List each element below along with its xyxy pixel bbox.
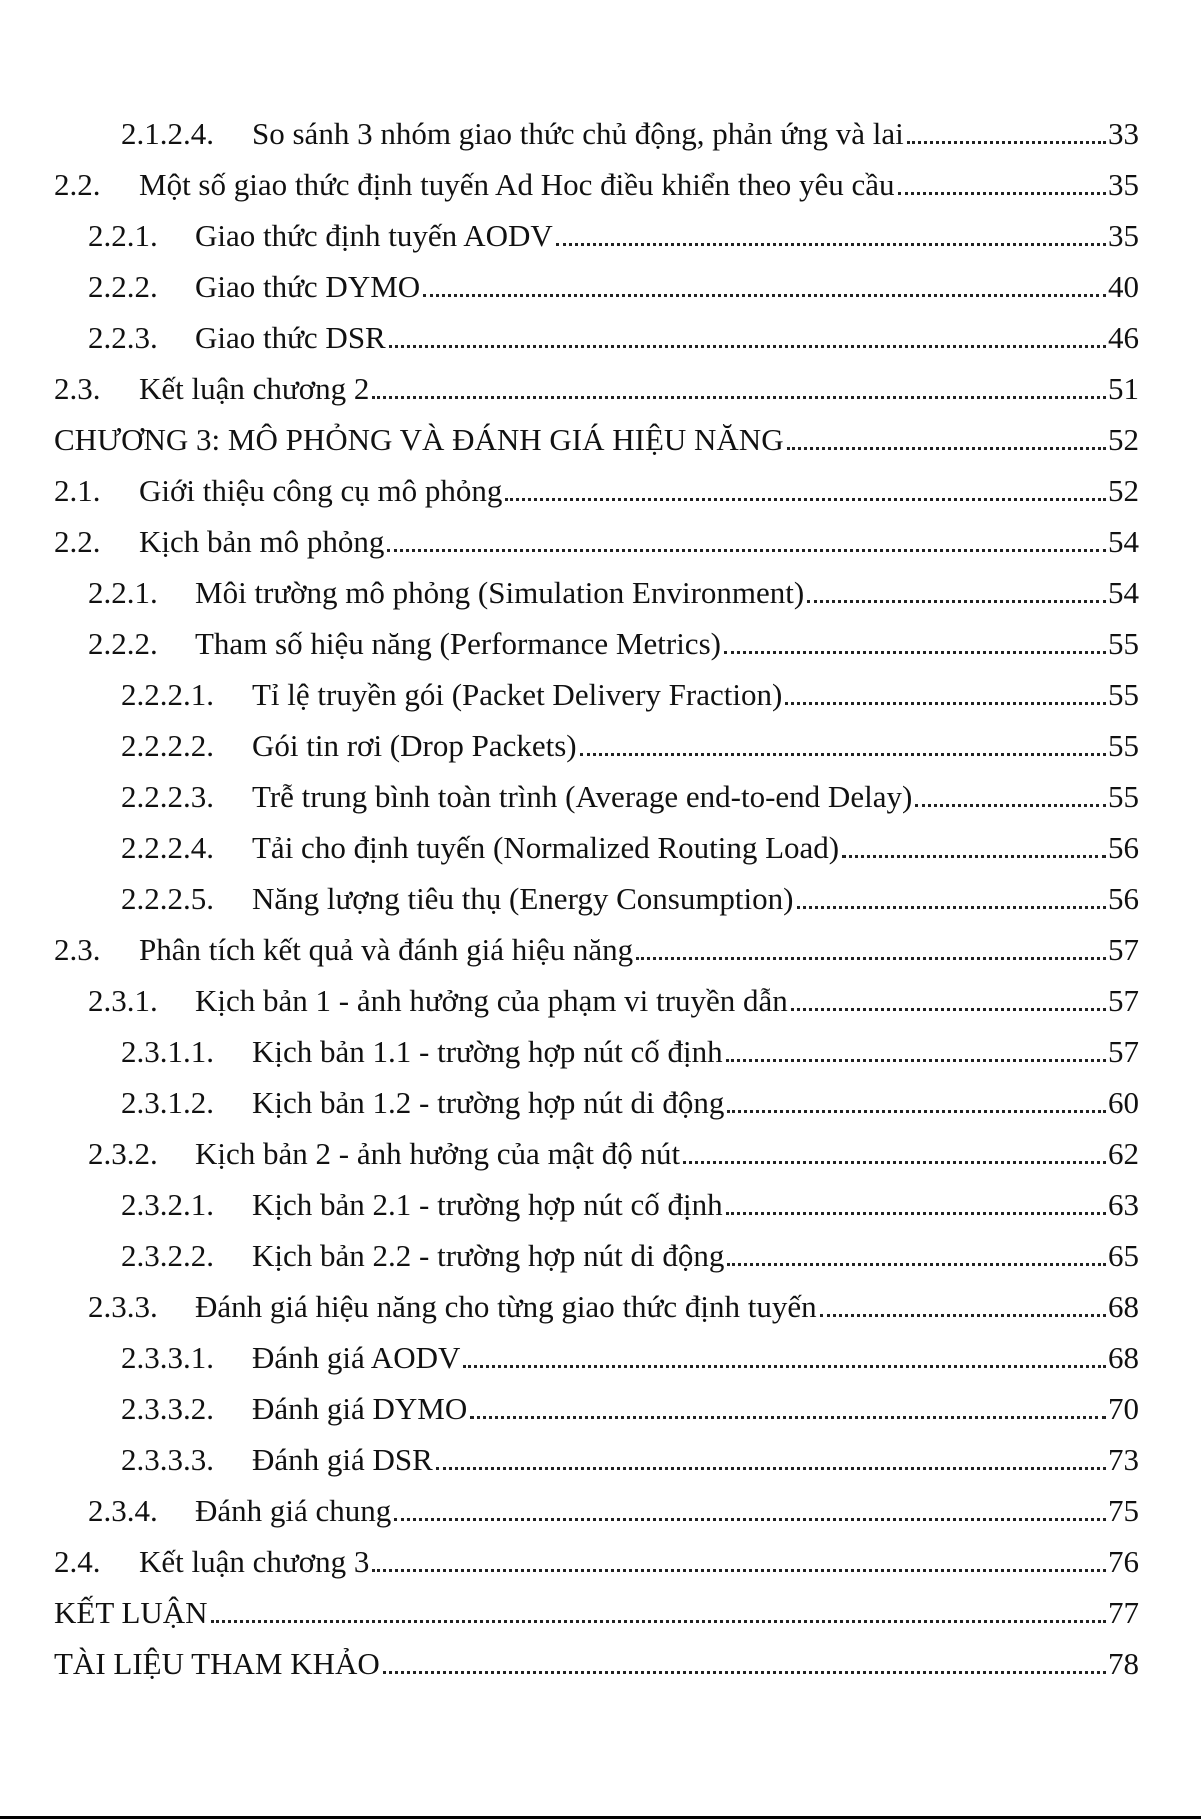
toc-entry[interactable] xyxy=(0,618,1201,669)
toc-entry[interactable] xyxy=(0,159,1201,210)
toc-entry[interactable] xyxy=(0,1230,1201,1281)
toc-dot-leader xyxy=(842,855,1106,858)
toc-entry-number: 2.2.2.2. xyxy=(121,728,214,763)
toc-entry-page-number: 54 xyxy=(1108,524,1139,559)
toc-entry-number: 2.2.1. xyxy=(88,218,158,253)
toc-entry-page-number: 73 xyxy=(1108,1442,1139,1477)
toc-dot-leader xyxy=(372,1569,1106,1572)
toc-entry-line xyxy=(121,1026,1139,1077)
toc-entry-line xyxy=(54,363,1139,414)
toc-entry-page-number: 57 xyxy=(1108,1034,1139,1069)
toc-entry-title: So sánh 3 nhóm giao thức chủ động, phản ứng và lai xyxy=(252,116,904,151)
toc-entry-page-number: 52 xyxy=(1108,473,1139,508)
toc-dot-leader xyxy=(505,498,1106,501)
toc-dot-leader xyxy=(791,1008,1106,1011)
toc-entry-number: 2.2.3. xyxy=(88,320,158,355)
toc-entry-line xyxy=(121,1332,1139,1383)
toc-dot-leader xyxy=(797,906,1107,909)
toc-entry-number: 2.2. xyxy=(54,167,101,202)
toc-dot-leader xyxy=(372,396,1106,399)
toc-entry-title: Đánh giá DYMO xyxy=(252,1391,468,1426)
toc-entry-number: 2.3. xyxy=(54,932,101,967)
toc-entry-title: Môi trường mô phỏng (Simulation Environment) xyxy=(195,575,805,610)
toc-entry-line xyxy=(121,1077,1139,1128)
toc-dot-leader xyxy=(726,1059,1106,1062)
toc-entry-title: Giao thức DSR xyxy=(195,320,386,355)
toc-entry-title: Kịch bản 1.1 - trường hợp nút cố định xyxy=(252,1034,723,1069)
toc-entry-title: Kịch bản 1.2 - trường hợp nút di động xyxy=(252,1085,725,1120)
toc-entry[interactable] xyxy=(0,210,1201,261)
toc-entry[interactable] xyxy=(0,312,1201,363)
toc-entry-number: 2.1.2.4. xyxy=(121,116,214,151)
toc-entry-page-number: 78 xyxy=(1108,1646,1139,1681)
toc-entry[interactable] xyxy=(0,261,1201,312)
toc-entry-page-number: 60 xyxy=(1108,1085,1139,1120)
toc-dot-leader xyxy=(387,549,1106,552)
toc-entry-line xyxy=(121,822,1139,873)
toc-entry-page-number: 57 xyxy=(1108,932,1139,967)
toc-entry-title: Kịch bản 2.1 - trường hợp nút cố định xyxy=(252,1187,723,1222)
toc-entry-title: Một số giao thức định tuyến Ad Hoc điều khiển theo yêu cầu xyxy=(139,167,895,202)
toc-entry-page-number: 55 xyxy=(1108,779,1139,814)
toc-entry-title: Đánh giá hiệu năng cho từng giao thức định tuyến xyxy=(195,1289,817,1324)
toc-entry-number: 2.2.2.5. xyxy=(121,881,214,916)
toc-entry-number: 2.3.2.1. xyxy=(121,1187,214,1222)
toc-dot-leader xyxy=(423,294,1106,297)
toc-entry-number: 2.4. xyxy=(54,1544,101,1579)
toc-dot-leader xyxy=(383,1671,1106,1674)
toc-entry-title: Đánh giá chung xyxy=(195,1493,392,1528)
toc-entry-title: Gói tin rơi (Drop Packets) xyxy=(252,728,577,763)
toc-entry-title: KẾT LUẬN xyxy=(54,1595,208,1630)
toc-dot-leader xyxy=(436,1467,1106,1470)
toc-entry-line xyxy=(121,720,1139,771)
toc-entry-title: Phân tích kết quả và đánh giá hiệu năng xyxy=(139,932,634,967)
toc-entry-page-number: 57 xyxy=(1108,983,1139,1018)
toc-entry-number: 2.2.2.1. xyxy=(121,677,214,712)
toc-entry-number: 2.2.2. xyxy=(88,626,158,661)
toc-entry[interactable] xyxy=(0,1332,1201,1383)
toc-entry[interactable] xyxy=(0,1281,1201,1332)
toc-entry-line xyxy=(54,1587,1139,1638)
toc-entry-page-number: 52 xyxy=(1108,422,1139,457)
toc-entry-page-number: 68 xyxy=(1108,1289,1139,1324)
toc-entry-page-number: 40 xyxy=(1108,269,1139,304)
toc-entry-title: Giới thiệu công cụ mô phỏng xyxy=(139,473,503,508)
toc-entry-title: Trễ trung bình toàn trình (Average end-to-end Delay) xyxy=(252,779,913,814)
toc-entry-line xyxy=(121,771,1139,822)
toc-entry-line xyxy=(121,1434,1139,1485)
toc-entry-page-number: 33 xyxy=(1108,116,1139,151)
toc-entry[interactable] xyxy=(0,1128,1201,1179)
toc-dot-leader xyxy=(915,804,1106,807)
toc-entry-title: Tỉ lệ truyền gói (Packet Delivery Fraction) xyxy=(252,677,783,712)
toc-entry[interactable] xyxy=(0,975,1201,1026)
toc-entry-line xyxy=(88,261,1139,312)
toc-entry-number: 2.2. xyxy=(54,524,101,559)
toc-entry[interactable] xyxy=(0,1536,1201,1587)
toc-entry-number: 2.3.2.2. xyxy=(121,1238,214,1273)
toc-entry-number: 2.3.4. xyxy=(88,1493,158,1528)
toc-entry-number: 2.2.2.3. xyxy=(121,779,214,814)
toc-entry-line xyxy=(88,1485,1139,1536)
toc-entry-page-number: 46 xyxy=(1108,320,1139,355)
toc-entry-number: 2.3.3.3. xyxy=(121,1442,214,1477)
toc-entry[interactable] xyxy=(0,873,1201,924)
toc-entry-line xyxy=(121,1230,1139,1281)
toc-entry[interactable] xyxy=(0,924,1201,975)
toc-dot-leader xyxy=(463,1365,1106,1368)
toc-entry-title: Kết luận chương 2 xyxy=(139,371,370,406)
toc-entry[interactable] xyxy=(0,1587,1201,1638)
toc-entry-number: 2.1. xyxy=(54,473,101,508)
toc-entry-page-number: 68 xyxy=(1108,1340,1139,1375)
toc-dot-leader xyxy=(727,1110,1106,1113)
toc-dot-leader xyxy=(726,1212,1106,1215)
toc-entry-number: 2.2.1. xyxy=(88,575,158,610)
toc-entry-page-number: 55 xyxy=(1108,626,1139,661)
toc-entry-title: TÀI LIỆU THAM KHẢO xyxy=(54,1646,380,1681)
toc-entry-page-number: 51 xyxy=(1108,371,1139,406)
toc-entry-title: Năng lượng tiêu thụ (Energy Consumption) xyxy=(252,881,794,916)
toc-entry-line xyxy=(88,312,1139,363)
toc-entry-title: Đánh giá AODV xyxy=(252,1340,461,1375)
toc-entry-number: 2.3.1.2. xyxy=(121,1085,214,1120)
toc-entry-line xyxy=(121,1179,1139,1230)
toc-entry-title: Kịch bản mô phỏng xyxy=(139,524,385,559)
table-of-contents xyxy=(0,108,1201,1689)
toc-entry-line xyxy=(121,1383,1139,1434)
toc-entry-page-number: 63 xyxy=(1108,1187,1139,1222)
toc-entry-page-number: 76 xyxy=(1108,1544,1139,1579)
toc-entry-title: Kịch bản 2.2 - trường hợp nút di động xyxy=(252,1238,725,1273)
toc-entry-number: 2.2.2.4. xyxy=(121,830,214,865)
toc-entry-number: 2.3. xyxy=(54,371,101,406)
toc-entry-page-number: 55 xyxy=(1108,677,1139,712)
toc-entry-number: 2.3.3. xyxy=(88,1289,158,1324)
toc-entry-page-number: 75 xyxy=(1108,1493,1139,1528)
toc-entry[interactable] xyxy=(0,1638,1201,1689)
toc-entry[interactable] xyxy=(0,516,1201,567)
toc-entry[interactable] xyxy=(0,822,1201,873)
toc-entry-title: CHƯƠNG 3: MÔ PHỎNG VÀ ĐÁNH GIÁ HIỆU NĂNG xyxy=(54,422,784,457)
toc-entry-line xyxy=(88,567,1139,618)
toc-entry-number: 2.2.2. xyxy=(88,269,158,304)
toc-entry-line xyxy=(88,210,1139,261)
toc-entry-title: Tham số hiệu năng (Performance Metrics) xyxy=(195,626,721,661)
toc-entry-page-number: 70 xyxy=(1108,1391,1139,1426)
toc-dot-leader xyxy=(820,1314,1106,1317)
toc-entry-line xyxy=(54,924,1139,975)
toc-entry-title: Kịch bản 1 - ảnh hưởng của phạm vi truyền dẫn xyxy=(195,983,788,1018)
toc-entry[interactable] xyxy=(0,669,1201,720)
toc-entry-title: Giao thức định tuyến AODV xyxy=(195,218,553,253)
toc-dot-leader xyxy=(807,600,1106,603)
toc-entry-line xyxy=(88,975,1139,1026)
toc-entry[interactable] xyxy=(0,363,1201,414)
toc-entry[interactable] xyxy=(0,1179,1201,1230)
toc-entry-page-number: 35 xyxy=(1108,218,1139,253)
toc-entry[interactable] xyxy=(0,1485,1201,1536)
toc-entry-number: 2.3.3.1. xyxy=(121,1340,214,1375)
toc-entry-title: Tải cho định tuyến (Normalized Routing Load) xyxy=(252,830,840,865)
toc-entry-line xyxy=(121,873,1139,924)
toc-entry-title: Giao thức DYMO xyxy=(195,269,421,304)
toc-dot-leader xyxy=(683,1161,1106,1164)
toc-entry-line xyxy=(54,414,1139,465)
toc-entry-page-number: 62 xyxy=(1108,1136,1139,1171)
toc-entry-title: Kịch bản 2 - ảnh hưởng của mật độ nút xyxy=(195,1136,681,1171)
toc-entry-title: Đánh giá DSR xyxy=(252,1442,433,1477)
toc-entry-line xyxy=(54,1638,1139,1689)
toc-entry-number: 2.3.1.1. xyxy=(121,1034,214,1069)
toc-entry-page-number: 55 xyxy=(1108,728,1139,763)
toc-entry[interactable] xyxy=(0,1383,1201,1434)
toc-entry[interactable] xyxy=(0,465,1201,516)
toc-dot-leader xyxy=(898,192,1107,195)
toc-entry[interactable] xyxy=(0,567,1201,618)
toc-entry-line xyxy=(88,618,1139,669)
toc-dot-leader xyxy=(580,753,1106,756)
toc-entry[interactable] xyxy=(0,414,1201,465)
toc-entry-page-number: 35 xyxy=(1108,167,1139,202)
toc-dot-leader xyxy=(394,1518,1106,1521)
toc-entry-line xyxy=(54,465,1139,516)
toc-entry-page-number: 54 xyxy=(1108,575,1139,610)
toc-entry-line xyxy=(54,1536,1139,1587)
toc-dot-leader xyxy=(727,1263,1106,1266)
toc-entry-line xyxy=(54,516,1139,567)
toc-entry-number: 2.3.1. xyxy=(88,983,158,1018)
toc-entry-number: 2.3.2. xyxy=(88,1136,158,1171)
toc-entry[interactable] xyxy=(0,720,1201,771)
toc-entry[interactable] xyxy=(0,1026,1201,1077)
toc-entry-page-number: 77 xyxy=(1108,1595,1139,1630)
toc-entry-page-number: 56 xyxy=(1108,830,1139,865)
toc-dot-leader xyxy=(787,447,1106,450)
toc-dot-leader xyxy=(211,1620,1106,1623)
toc-entry-page-number: 56 xyxy=(1108,881,1139,916)
toc-entry-number: 2.3.3.2. xyxy=(121,1391,214,1426)
toc-entry[interactable] xyxy=(0,1077,1201,1128)
toc-entry-line xyxy=(88,1128,1139,1179)
toc-entry-line xyxy=(121,108,1139,159)
toc-dot-leader xyxy=(785,702,1106,705)
toc-entry-line xyxy=(121,669,1139,720)
toc-entry-line xyxy=(54,159,1139,210)
toc-entry-page-number: 65 xyxy=(1108,1238,1139,1273)
toc-dot-leader xyxy=(907,141,1106,144)
toc-dot-leader xyxy=(556,243,1106,246)
toc-dot-leader xyxy=(389,345,1106,348)
toc-entry-title: Kết luận chương 3 xyxy=(139,1544,370,1579)
toc-entry-line xyxy=(88,1281,1139,1332)
toc-entry[interactable] xyxy=(0,771,1201,822)
toc-entry[interactable] xyxy=(0,1434,1201,1485)
toc-entry[interactable] xyxy=(0,108,1201,159)
toc-dot-leader xyxy=(470,1416,1106,1419)
toc-dot-leader xyxy=(636,957,1106,960)
toc-dot-leader xyxy=(724,651,1106,654)
